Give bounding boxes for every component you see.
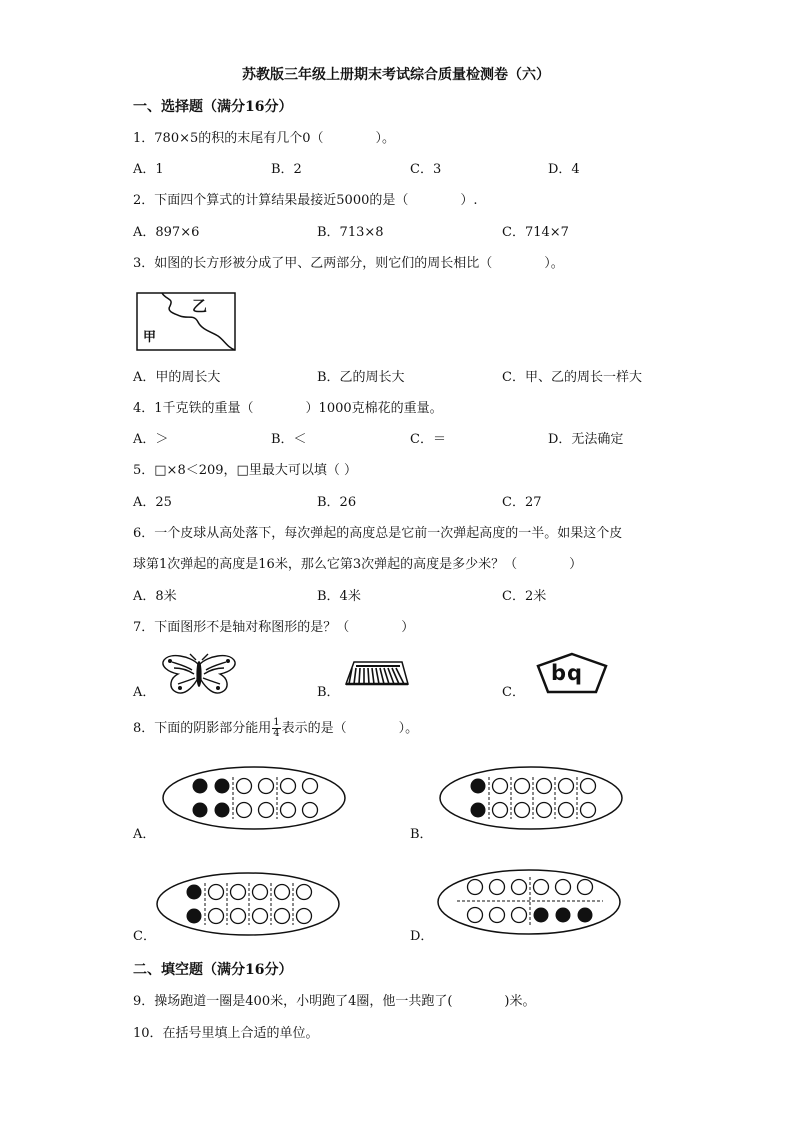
q8-figure-a (162, 765, 346, 831)
question-1: 1．780×5的积的末尾有几个0（ ）。 (133, 131, 396, 146)
q1-option-a: A．1 (133, 162, 164, 177)
q8-option-b: B． (410, 827, 433, 842)
question-4: 4．1千克铁的重量（ ）1000克棉花的重量。 (133, 401, 443, 416)
fraction-denominator: 4 (273, 728, 280, 739)
q7-option-c: C． (502, 685, 525, 700)
q8-figure-d (437, 867, 621, 937)
fraction-numerator: 1 (273, 717, 280, 728)
broom-figure (344, 660, 410, 688)
q5-option-c: C．27 (502, 495, 542, 510)
q4-option-a: A．＞ (133, 432, 169, 447)
question-3: 3．如图的长方形被分成了甲、乙两部分，则它们的周长相比（ ）。 (133, 256, 564, 271)
q8-option-a: A． (133, 827, 156, 842)
q4-option-c: C．＝ (410, 432, 446, 447)
q8-option-d: D． (410, 929, 434, 944)
q8-figure-b (439, 765, 623, 831)
section-heading-choice: 一、选择题（满分16分） (133, 99, 293, 115)
q8-figure-c (156, 871, 340, 937)
q7-option-b: B． (317, 685, 340, 700)
question-7: 7．下面图形不是轴对称图形的是？（ ） (133, 620, 415, 635)
q8-stem-suffix: 表示的是（ ）。 (281, 721, 419, 736)
question-8 (133, 717, 418, 741)
q2-option-b: B．713×8 (317, 225, 384, 240)
q8-option-c: C． (133, 929, 156, 944)
q1-option-d: D．4 (548, 162, 580, 177)
q2-option-c: C．714×7 (502, 225, 569, 240)
q6-option-b: B．4米 (317, 589, 361, 604)
question-2: 2．下面四个算式的计算结果最接近5000的是（ ）. (133, 193, 478, 208)
q7-option-a: A． (133, 685, 156, 700)
question-6-line1: 6．一个皮球从高处落下，每次弹起的高度总是它前一次弹起高度的一半。如果这个皮 (133, 526, 623, 541)
q1-option-b: B．2 (271, 162, 302, 177)
q8-stem-prefix: 8．下面的阴影部分能用 (133, 721, 272, 736)
q4-option-b: B．＜ (271, 432, 307, 447)
q4-option-d: D．无法确定 (548, 432, 624, 447)
q1-option-c: C．3 (410, 162, 442, 177)
q3-option-a: A．甲的周长大 (133, 370, 221, 385)
q6-option-a: A．8米 (133, 589, 177, 604)
q3-option-c: C．甲、乙的周长一样大 (502, 370, 642, 385)
question-5: 5．□×8＜209，□里最大可以填（ ） (133, 463, 357, 478)
question-10: 10．在括号里填上合适的单位。 (133, 1026, 319, 1041)
q6-option-c: C．2米 (502, 589, 547, 604)
q5-option-a: A．25 (133, 495, 172, 510)
question-6-line2: 球第1次弹起的高度是16米，那么它第3次弹起的高度是多少米？（ ） (133, 557, 583, 572)
q3-label-jia: 甲 (143, 330, 157, 345)
question-9: 9．操场跑道一圈是400米，小明跑了4圈，他一共跑了( )米。 (133, 994, 536, 1009)
q2-option-a: A．897×6 (133, 225, 200, 240)
page-title: 苏教版三年级上册期末考试综合质量检测卷（六） (242, 67, 550, 83)
q3-label-yi: 乙 (192, 297, 208, 315)
section-heading-fill: 二、填空题（满分16分） (133, 962, 293, 978)
butterfly-figure (160, 654, 238, 696)
q3-option-b: B．乙的周长大 (317, 370, 405, 385)
fraction-one-quarter (272, 718, 280, 739)
q5-option-b: B．26 (317, 495, 357, 510)
pentagon-text-bq: bq (551, 661, 584, 685)
